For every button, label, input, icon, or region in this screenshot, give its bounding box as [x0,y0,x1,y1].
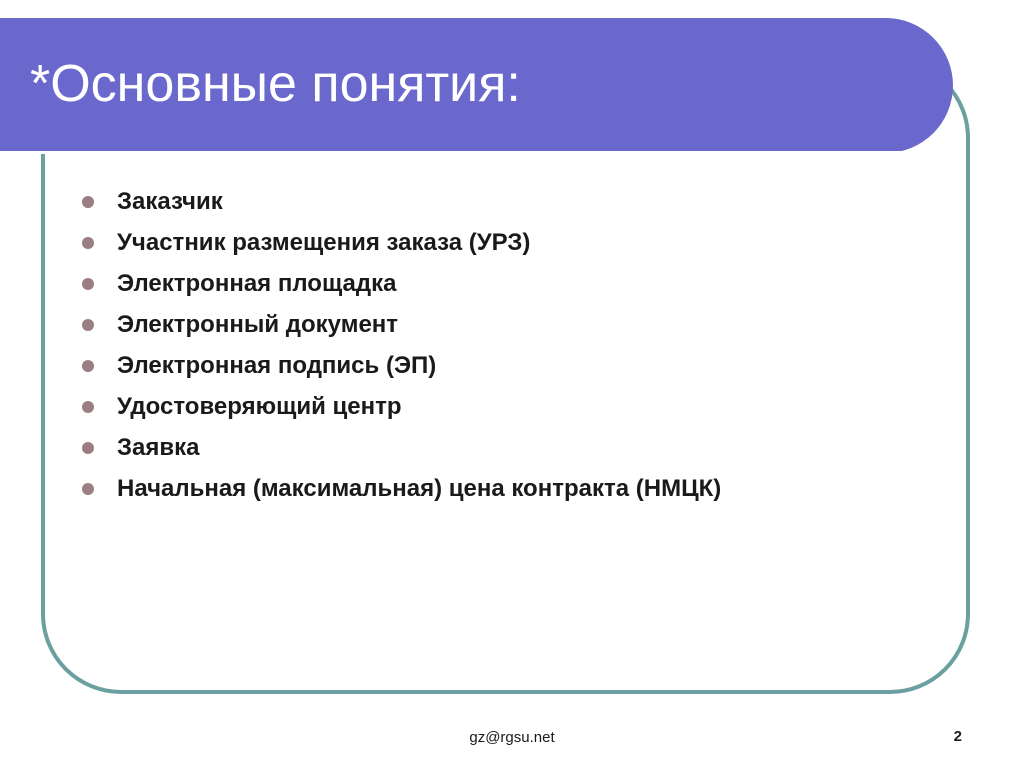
title-bar [0,18,953,153]
bullet-dot-icon [82,196,94,208]
bullet-dot-icon [82,360,94,372]
bullet-item [78,263,721,304]
bullet-item [78,386,721,427]
bullet-dot-icon [82,237,94,249]
bullet-dot-icon [82,442,94,454]
bullet-text: Электронная площадка [117,269,397,297]
slide-title: *Основные понятия: [30,55,521,113]
bullet-text: Удостоверяющий центр [117,392,402,420]
bullet-item [78,345,721,386]
page-number: 2 [953,728,962,745]
bullet-item [78,181,721,222]
bullet-text: Электронный документ [117,310,399,338]
bullet-text: Участник размещения заказа (УРЗ) [117,228,531,256]
bullet-text: Электронная подпись (ЭП) [117,351,437,379]
bullet-text: Заявка [117,433,200,461]
bullet-dot-icon [82,401,94,413]
title-underline [0,151,905,154]
bullet-dot-icon [82,483,94,495]
bullet-item [78,222,721,263]
bullet-item [78,304,721,345]
bullet-item [78,427,721,468]
bullet-item [78,468,721,509]
bullet-text: Заказчик [117,187,223,215]
footer-email: gz@rgsu.net [469,729,555,746]
bullet-list [78,181,721,509]
bullet-dot-icon [82,278,94,290]
bullet-dot-icon [82,319,94,331]
bullet-text: Начальная (максимальная) цена контракта (НМЦК) [117,474,722,502]
